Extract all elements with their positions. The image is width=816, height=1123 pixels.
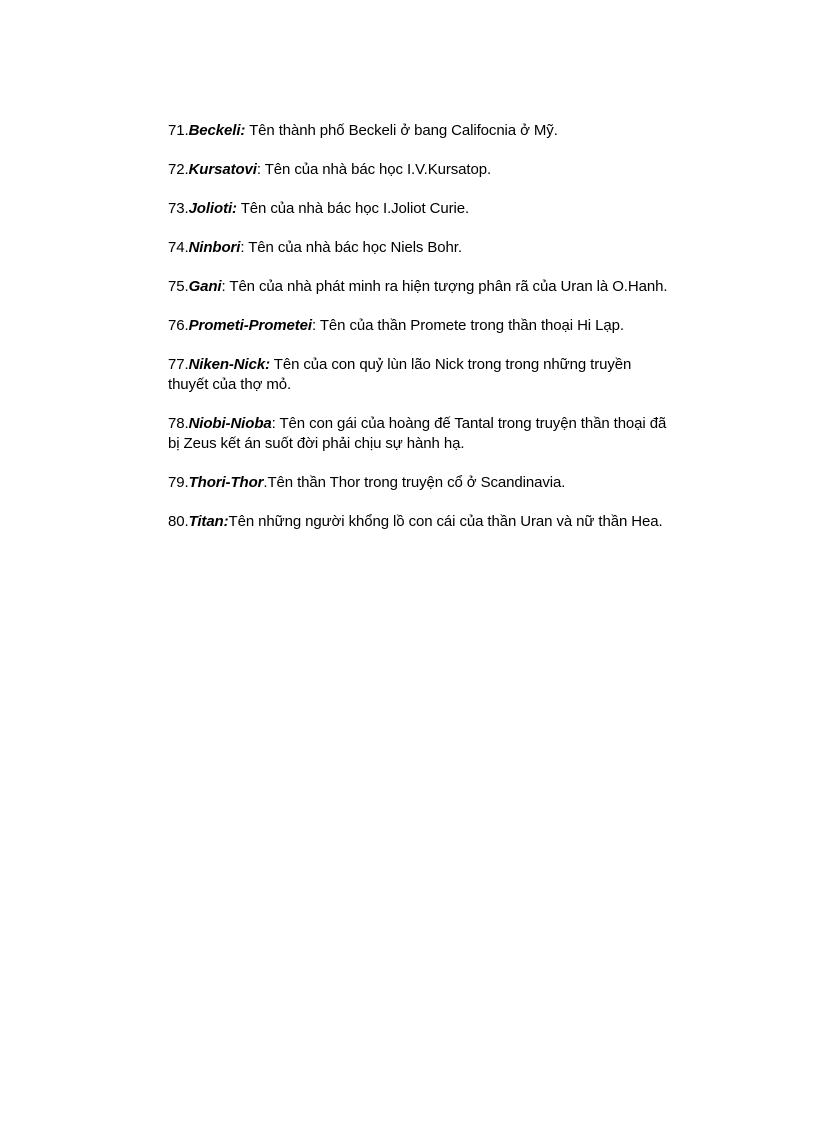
entry-term: Titan: xyxy=(188,513,229,530)
entry-definition: : Tên của thần Promete trong thần thoại Hi Lạp. xyxy=(312,317,624,334)
entry-number: 78. xyxy=(168,415,189,432)
entry-number: 80. xyxy=(168,513,189,530)
glossary-entry-79 xyxy=(168,473,673,493)
glossary-entry-73 xyxy=(168,199,673,219)
entry-definition: : Tên con gái của hoàng đế Tantal trong truyện thần thoại đã bị Zeus kết án suốt đời phải chịu sự hành hạ. xyxy=(168,415,667,452)
glossary-entry-74 xyxy=(168,238,673,258)
entry-term: Thori-Thor xyxy=(188,474,264,491)
entry-term: Gani xyxy=(188,278,222,295)
entry-definition: Tên của con quỷ lùn lão Nick trong trong những truyền thuyết của thợ mỏ. xyxy=(168,356,632,393)
entry-term: Niken-Nick: xyxy=(188,356,270,373)
glossary-entry-76 xyxy=(168,316,673,336)
entry-number: 72. xyxy=(168,161,189,178)
entry-term: Beckeli: xyxy=(188,122,246,139)
entry-number: 73. xyxy=(168,200,189,217)
entry-term: Ninbori xyxy=(188,239,241,256)
glossary-entry-72 xyxy=(168,160,673,180)
entry-definition: .Tên thần Thor trong truyện cổ ở Scandinavia. xyxy=(263,474,566,491)
entry-definition: Tên thành phố Beckeli ở bang Califocnia ở Mỹ. xyxy=(245,122,558,139)
entry-term: Jolioti: xyxy=(188,200,237,217)
entry-number: 76. xyxy=(168,317,189,334)
entry-number: 74. xyxy=(168,239,189,256)
entry-term: Niobi-Nioba xyxy=(188,415,272,432)
entry-definition: : Tên của nhà phát minh ra hiện tượng phân rã của Uran là O.Hanh. xyxy=(221,278,668,295)
glossary-entry-71 xyxy=(168,121,673,141)
glossary-entry-75 xyxy=(168,277,673,297)
entry-term: Prometi-Prometei xyxy=(188,317,312,334)
entry-definition: : Tên của nhà bác học Niels Bohr. xyxy=(240,239,462,256)
glossary-entry-78 xyxy=(168,414,673,454)
glossary-entry-77 xyxy=(168,355,673,395)
entry-number: 79. xyxy=(168,474,189,491)
entry-definition: : Tên của nhà bác học I.V.Kursatop. xyxy=(256,161,492,178)
glossary-list xyxy=(168,121,673,551)
glossary-entry-80 xyxy=(168,512,673,532)
entry-number: 75. xyxy=(168,278,189,295)
entry-definition: Tên của nhà bác học I.Joliot Curie. xyxy=(236,200,470,217)
entry-term: Kursatovi xyxy=(188,161,257,178)
entry-number: 71. xyxy=(168,122,189,139)
entry-definition: Tên những người khổng lồ con cái của thần Uran và nữ thần Hea. xyxy=(228,513,663,530)
entry-number: 77. xyxy=(168,356,189,373)
